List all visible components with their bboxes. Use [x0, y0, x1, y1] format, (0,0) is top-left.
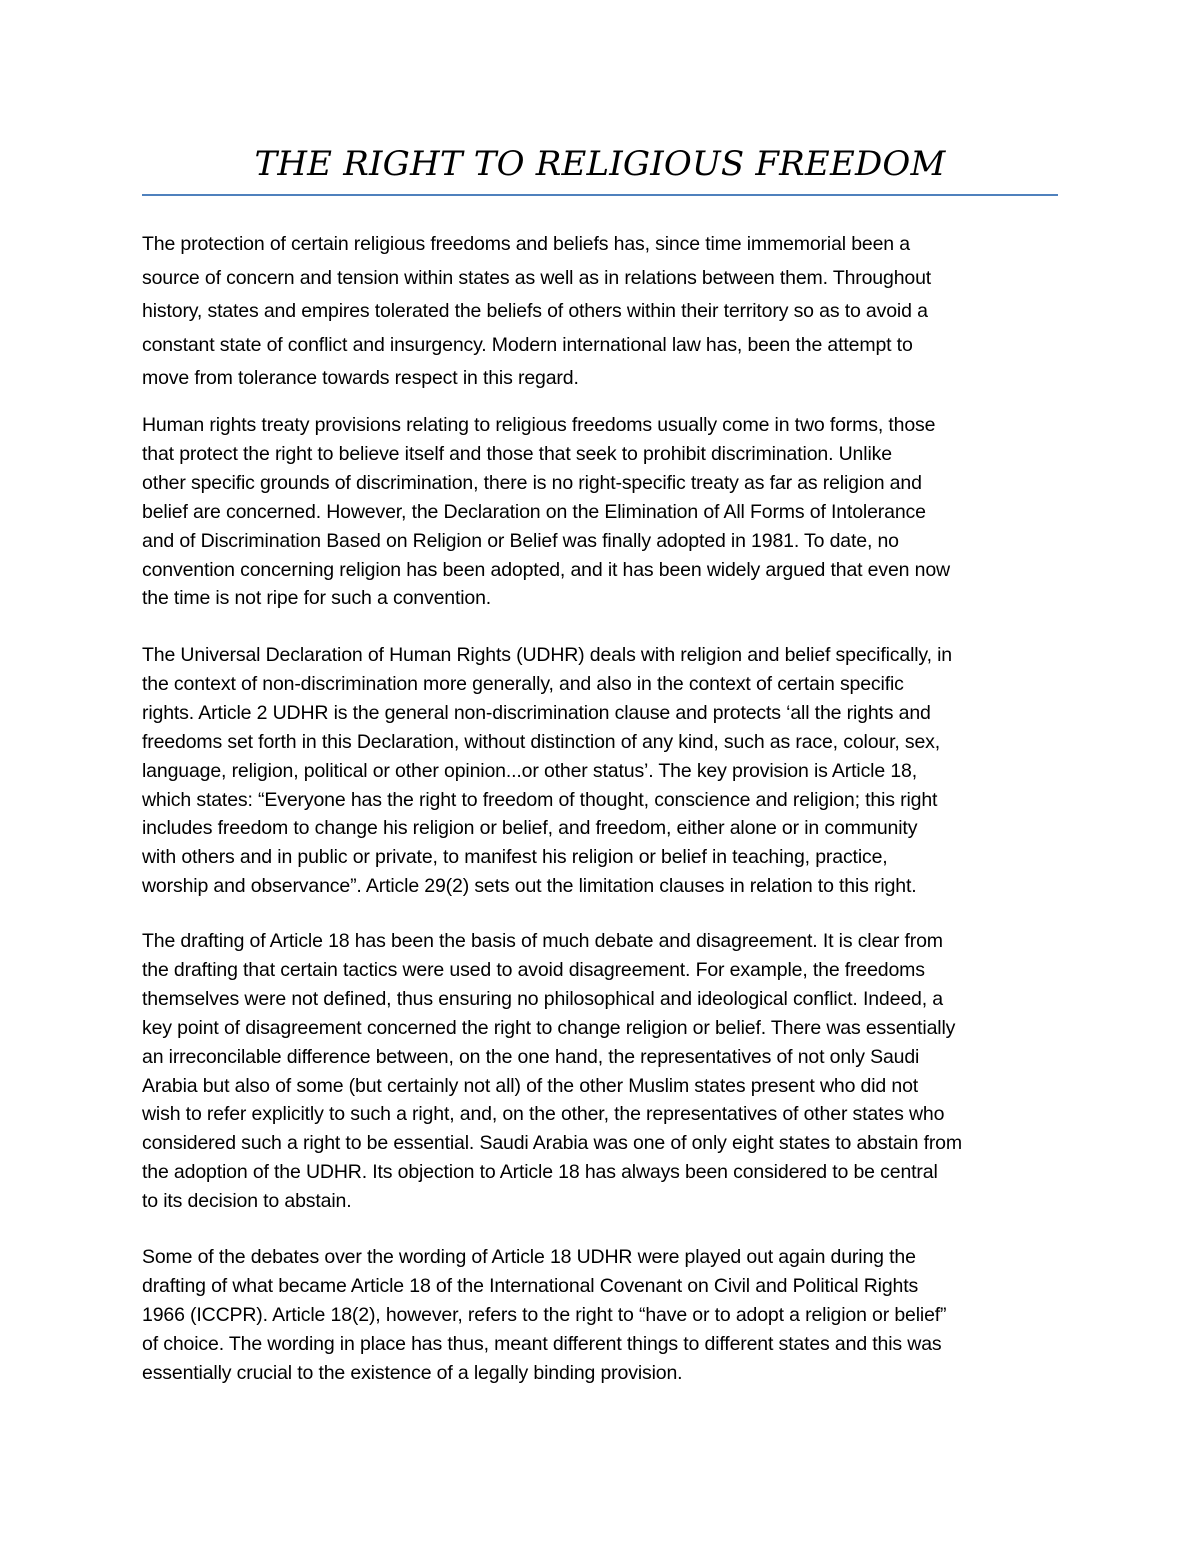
paragraph-line: the adoption of the UDHR. Its objection to Article 18 has always been considered to be central: [142, 1161, 938, 1184]
paragraph-drafting-article-18: [142, 927, 1058, 1216]
paragraph-line: rights. Article 2 UDHR is the general non-discrimination clause and protects ‘all the rights and: [142, 701, 931, 724]
paragraph-line: worship and observance”. Article 29(2) sets out the limitation clauses in relation to this right.: [142, 875, 917, 898]
paragraph-line: belief are concerned. However, the Declaration on the Elimination of All Forms of Intolerance: [142, 500, 926, 523]
paragraph-line: The drafting of Article 18 has been the basis of much debate and disagreement. It is clear from: [142, 930, 943, 952]
paragraph-line: essentially crucial to the existence of a legally binding provision.: [142, 1361, 683, 1384]
paragraph-line: the context of non-discrimination more generally, and also in the context of certain specific: [142, 672, 904, 695]
paragraph-line: of choice. The wording in place has thus, meant different things to different states and this was: [142, 1332, 942, 1355]
paragraph-line: with others and in public or private, to manifest his religion or belief in teaching, practice,: [142, 846, 888, 869]
paragraph-line: other specific grounds of discrimination, there is no right-specific treaty as far as religion and: [142, 471, 922, 494]
paragraph-line: source of concern and tension within states as well as in relations between them. Throughout: [142, 266, 932, 289]
paragraph-line: history, states and empires tolerated the beliefs of others within their territory so as to avoid a: [142, 300, 928, 323]
paragraph-line: move from tolerance towards respect in this regard.: [142, 367, 579, 390]
paragraph-line: Some of the debates over the wording of Article 18 UDHR were played out again during the: [142, 1246, 916, 1268]
paragraph-line: convention concerning religion has been adopted, and it has been widely argued that even now: [142, 558, 950, 581]
paragraph-line: constant state of conflict and insurgency. Modern international law has, been the attempt to: [142, 333, 913, 356]
paragraph-line: considered such a right to be essential. Saudi Arabia was one of only eight states to abstain from: [142, 1132, 962, 1155]
paragraph-line: language, religion, political or other opinion...or other status’. The key provision is Article 18,: [142, 759, 917, 782]
paragraph-line: an irreconcilable difference between, on the one hand, the representatives of not only Saudi: [142, 1045, 920, 1068]
paragraph-line: includes freedom to change his religion or belief, and freedom, either alone or in community: [142, 817, 918, 840]
paragraph-line: Arabia but also of some (but certainly not all) of the other Muslim states present who did not: [142, 1074, 919, 1097]
paragraph-line: themselves were not defined, thus ensuring no philosophical and ideological conflict. Indeed, a: [142, 987, 943, 1010]
paragraph-intro: [142, 228, 1058, 396]
paragraph-line: 1966 (ICCPR). Article 18(2), however, refers to the right to “have or to adopt a religion or belief”: [142, 1303, 947, 1326]
paragraph-line: The protection of certain religious freedoms and beliefs has, since time immemorial been a: [142, 233, 910, 255]
paragraph-iccpr: [142, 1243, 1058, 1388]
paragraph-line: Human rights treaty provisions relating to religious freedoms usually come in two forms, those: [142, 414, 936, 436]
paragraph-line: the drafting that certain tactics were used to avoid disagreement. For example, the freedoms: [142, 958, 925, 981]
paragraph-line: drafting of what became Article 18 of the International Covenant on Civil and Political Rights: [142, 1274, 919, 1297]
paragraph-line: key point of disagreement concerned the right to change religion or belief. There was essentially: [142, 1016, 956, 1039]
paragraph-line: which states: “Everyone has the right to freedom of thought, conscience and religion; this right: [142, 788, 938, 811]
paragraph-line: The Universal Declaration of Human Rights (UDHR) deals with religion and belief specifically, in: [142, 644, 952, 666]
paragraph-udhr: [142, 641, 1058, 901]
title-underline-rule: [142, 194, 1058, 196]
paragraph-line: wish to refer explicitly to such a right, and, on the other, the representatives of other states who: [142, 1103, 945, 1126]
paragraph-line: to its decision to abstain.: [142, 1190, 352, 1213]
paragraph-line: the time is not ripe for such a convention.: [142, 587, 492, 610]
paragraph-line: that protect the right to believe itself and those that seek to prohibit discrimination. Unlike: [142, 442, 892, 465]
document-title: THE RIGHT TO RELIGIOUS FREEDOM: [254, 144, 946, 184]
paragraph-line: freedoms set forth in this Declaration, without distinction of any kind, such as race, colour, sex,: [142, 730, 941, 753]
paragraph-treaty-provisions: [142, 411, 1058, 613]
paragraph-line: and of Discrimination Based on Religion or Belief was finally adopted in 1981. To date, no: [142, 529, 899, 552]
